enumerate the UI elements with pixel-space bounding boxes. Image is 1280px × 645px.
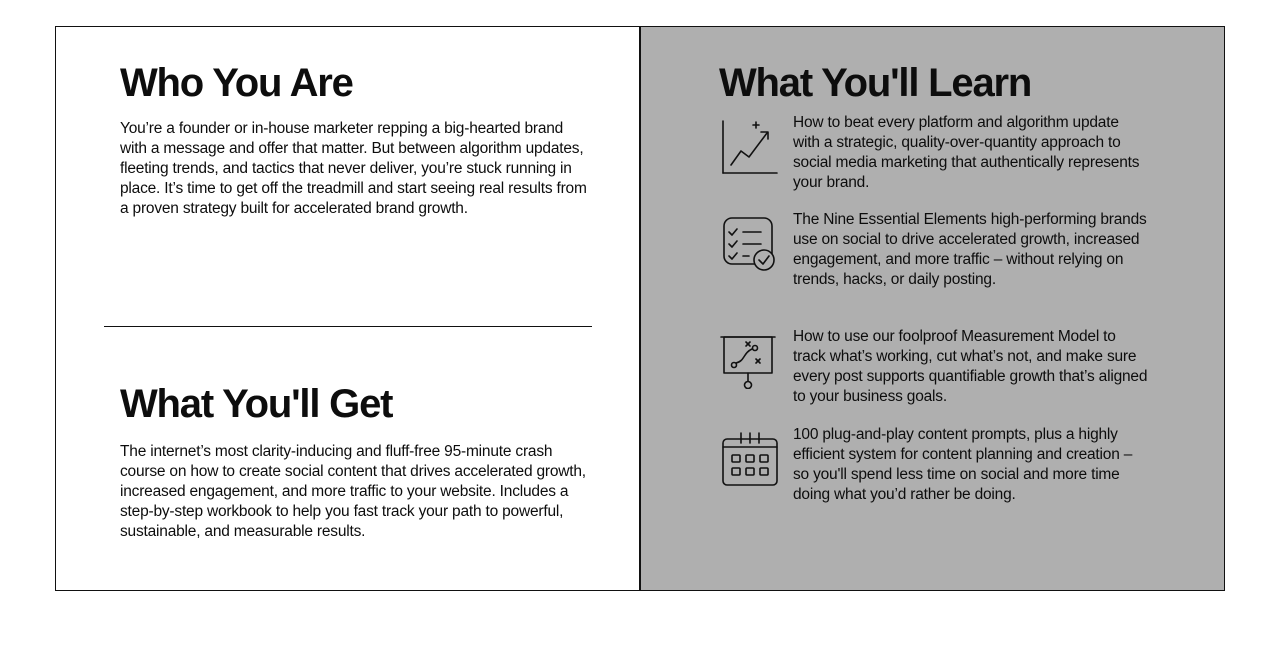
right-panel <box>641 27 1224 590</box>
learn-item <box>719 327 1189 407</box>
growth-chart-icon <box>719 113 781 175</box>
what-youll-learn-section <box>719 61 1159 111</box>
checklist-icon <box>719 210 781 272</box>
learn-item-text: How to use our foolproof Measurement Model to track what’s working, cut what’s not, and make sure every post supports quantifiable growth that’s aligned to your business goals. <box>793 328 1148 405</box>
strategy-board-icon <box>719 327 781 389</box>
learn-item-text: The Nine Essential Elements high-performing brands use on social to drive accelerated growth, increased engagement, and more traffic – without relying on trends, hacks, or daily posting. <box>793 211 1147 288</box>
what-youll-get-text: The internet’s most clarity-inducing and fluff-free 95-minute crash course on how to create social content that drives accelerated growth, increased engagement, and more traffic to your website. Includes a step-by-step workbook to help you fast track your path to powerful, sustainable, and measurable results. <box>120 443 586 540</box>
what-youll-get-heading: What You'll Get <box>120 382 393 426</box>
learn-item <box>719 425 1189 505</box>
who-you-are-heading: Who You Are <box>120 61 353 105</box>
what-youll-get-section <box>120 382 590 542</box>
left-panel <box>56 27 641 590</box>
learn-item-text: 100 plug-and-play content prompts, plus a highly efficient system for content planning and creation – so you'll spend less time on social and more time doing what you’d rather be doing. <box>793 426 1133 503</box>
learn-item <box>719 210 1189 290</box>
learn-item-text: How to beat every platform and algorithm update with a strategic, quality-over-quantity approach to social media marketing that authentically represents your brand. <box>793 114 1140 191</box>
course-info-frame <box>55 26 1225 591</box>
who-you-are-section <box>120 61 590 219</box>
section-divider <box>104 326 592 327</box>
calendar-icon <box>719 425 781 487</box>
who-you-are-text: You’re a founder or in-house marketer repping a big-hearted brand with a message and offer that matter. But between algorithm updates, fleeting trends, and tactics that never deliver, you’re stuck running in place. It’s time to get off the treadmill and start seeing real results from a proven strategy built for accelerated brand growth. <box>120 120 587 217</box>
learn-item <box>719 113 1189 193</box>
what-youll-learn-heading: What You'll Learn <box>719 61 1032 105</box>
